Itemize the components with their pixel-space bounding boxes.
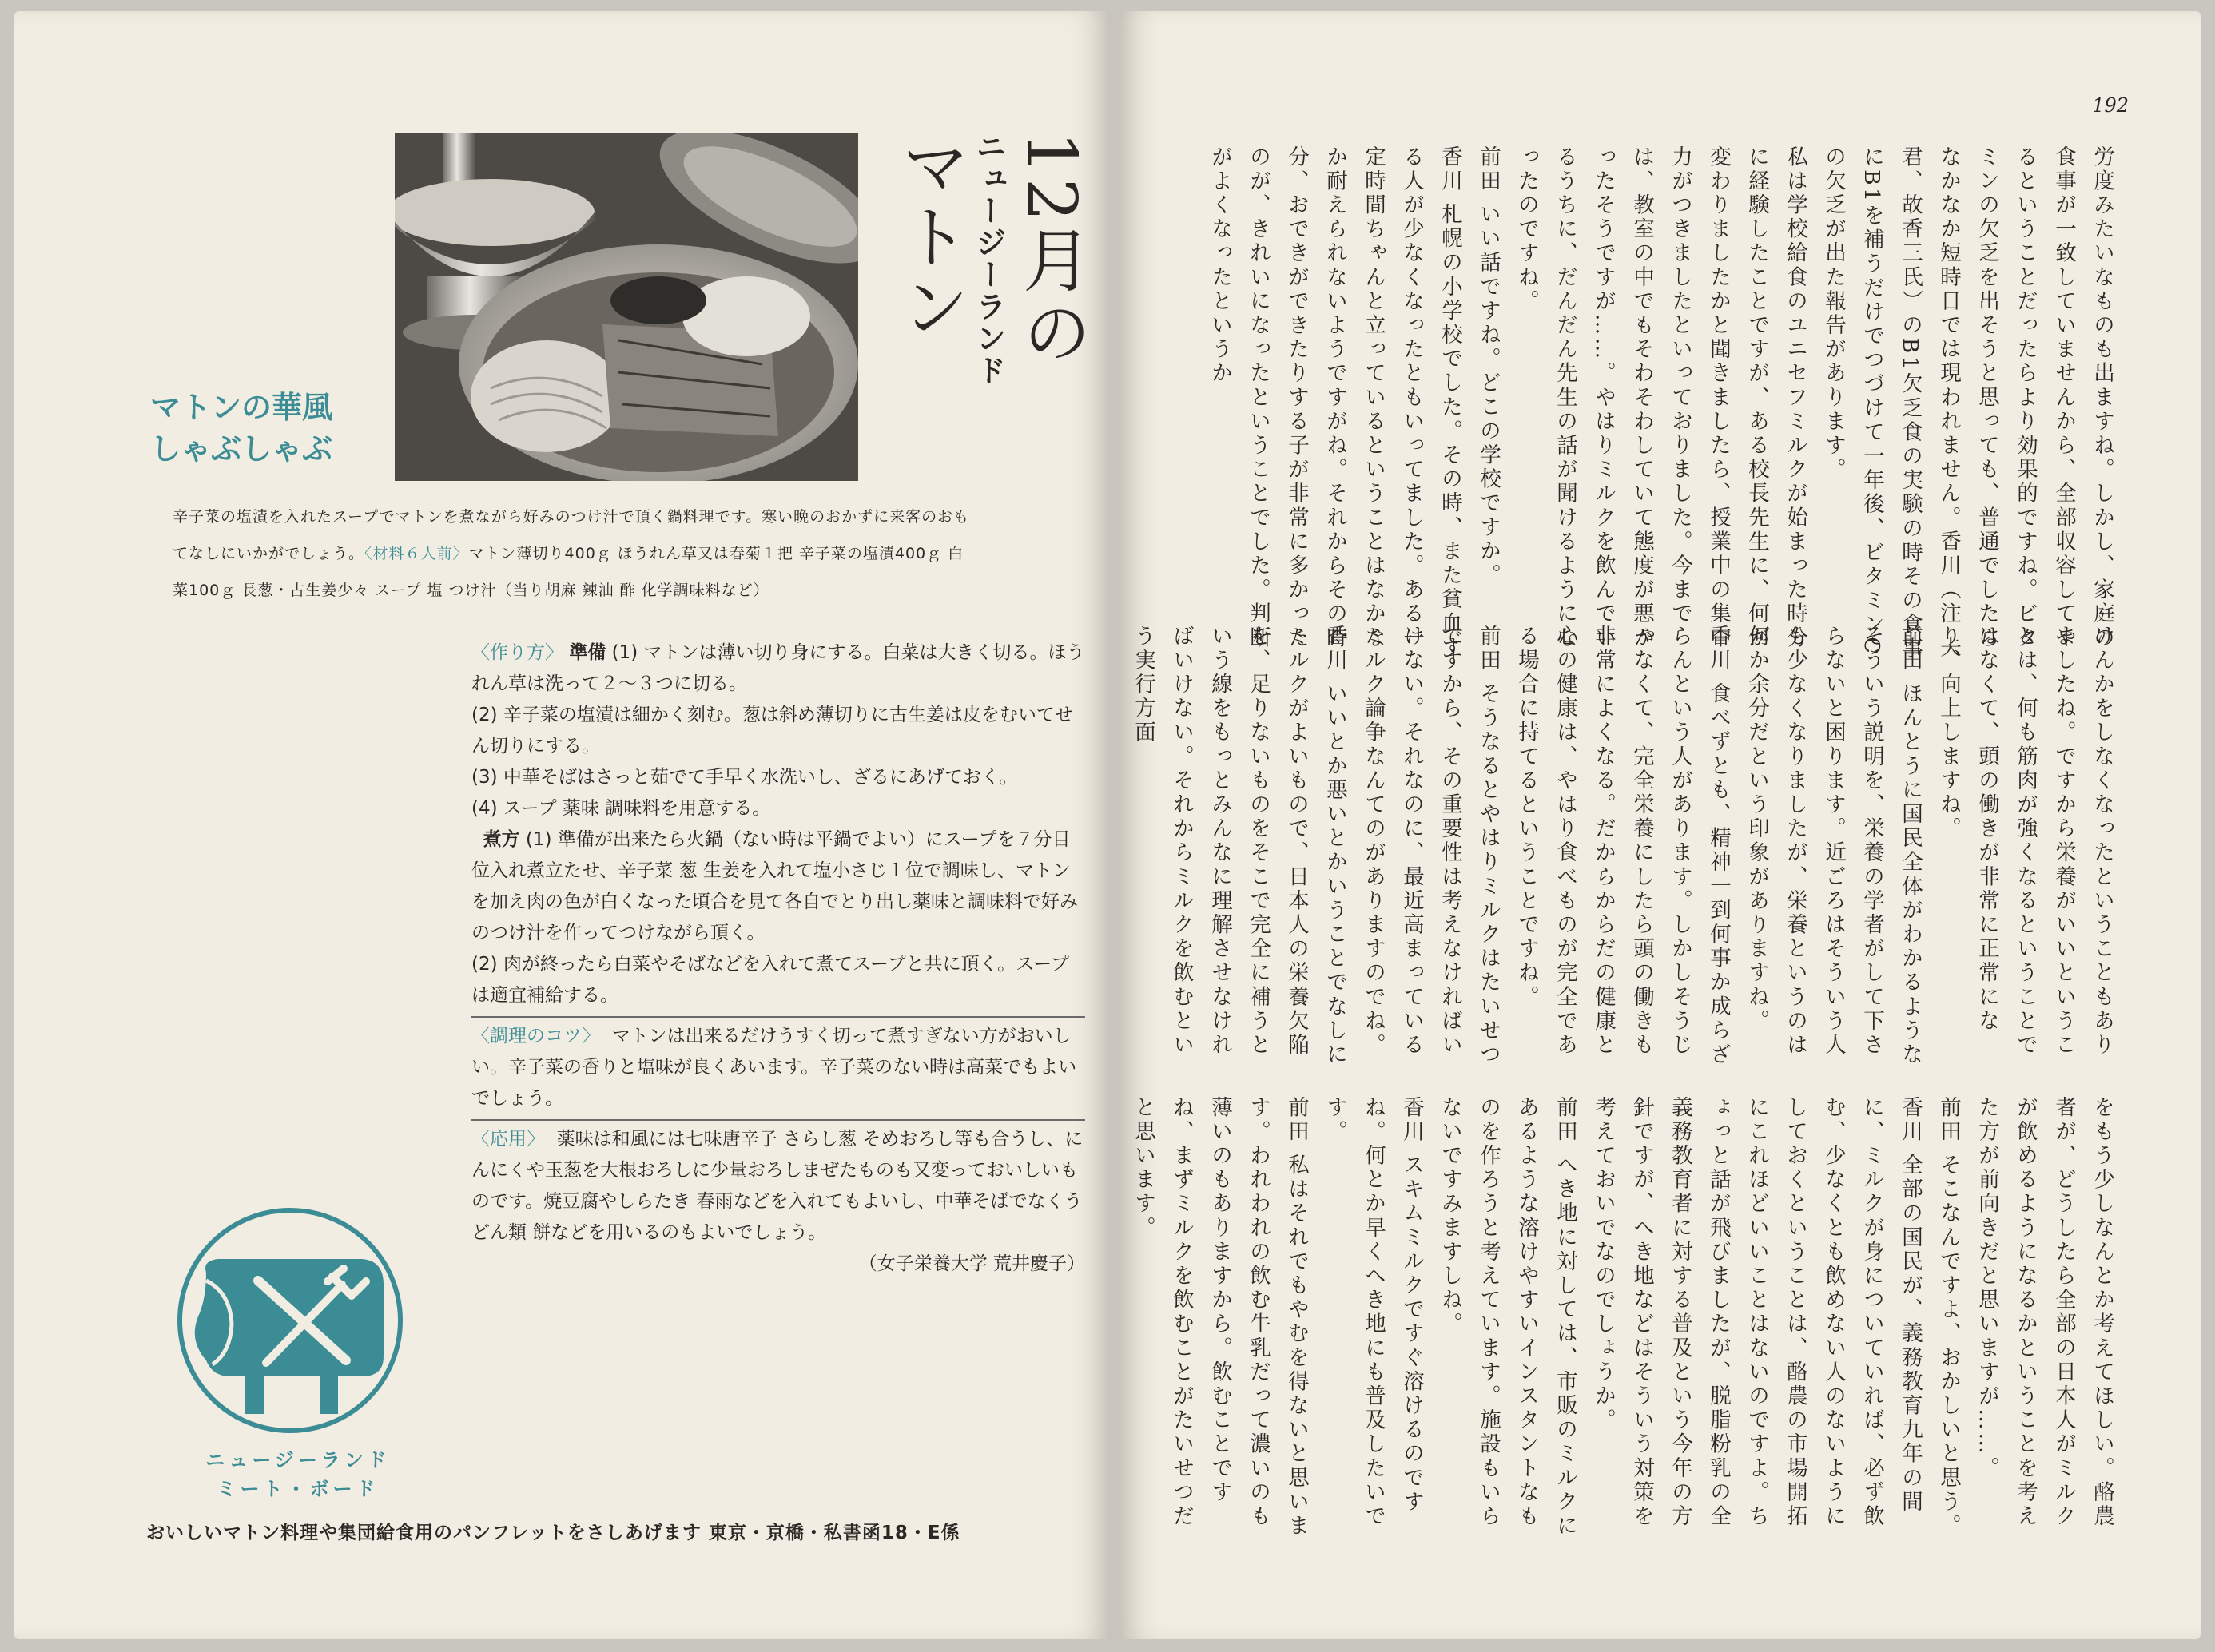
tips-label: 〈調理のコツ〉 bbox=[471, 1026, 600, 1046]
dialogue-paragraph: 前田 そこなんですよ、おかしいと思う。 bbox=[1936, 1096, 1961, 1539]
intro-line-text: てなしにいかがでしょう。 bbox=[173, 545, 365, 562]
dialogue-paragraph: 香川 いいとか悪いとかいうことでなしにミルクがよいもので、日本人の栄養欠陥を、足りないものをそこで完全に補うという線をもっとみんなに理解させなければいけない。それからミルクを飲むという実行方面 bbox=[1131, 625, 1347, 1067]
tips-section bbox=[471, 1021, 1085, 1114]
apply-section bbox=[471, 1124, 1085, 1249]
divider bbox=[471, 1119, 1085, 1121]
dialogue-paragraph: 香川 食べずとも、精神一到何事か成らざらんという人があります。しかしそうじゃなくて、完全栄養にしたら頭の働きも非常によくなる。だからからだの健康と心の健康は、やはり食べものが完全である場合に持てるということですね。 bbox=[1514, 625, 1731, 1067]
prep-step: (3) 中華そばはさっと茹でて手早く水洗いし、ざるにあげておく。 bbox=[471, 767, 1018, 788]
dish-title-line: しゃぶしゃぶ bbox=[150, 431, 333, 467]
article-title bbox=[873, 131, 1089, 435]
prep-step: (4) スープ 薬味 調味料を用意する。 bbox=[471, 798, 771, 819]
prep-label: 準備 bbox=[569, 642, 606, 663]
author-credit: （女子栄養大学 荒井慶子） bbox=[858, 1253, 1085, 1274]
dialogue-tier-3 bbox=[1130, 1096, 2121, 1543]
dialogue-paragraph: 前田 私はそれでもやむを得ないと思います。われわれの飲む牛乳だって濃いのも薄いのもありますから。飲むことですね、まずミルクを飲むことがたいせつだと思います。 bbox=[1131, 1096, 1309, 1539]
method-label: 〈作り方〉 bbox=[471, 642, 563, 663]
dialogue-tier-2 bbox=[1130, 625, 2121, 1072]
ingredients-label: 〈材料６人前〉 bbox=[364, 545, 469, 562]
recipe-body bbox=[471, 637, 1085, 1280]
hotpot-photo-image bbox=[395, 133, 858, 481]
prep-step: (2) 辛子菜の塩漬は細かく刻む。葱は斜め薄切りに古生姜は皮をむいてせん切りにする。 bbox=[471, 705, 1073, 757]
cook-step: (2) 肉が終ったら白菜やそばなどを入れて煮てスープと共に頂く。スープは適宜補給する。 bbox=[471, 954, 1069, 1006]
intro-line: 辛子菜の塩漬を入れたスープでマトンを煮ながら好みのつけ汁で頂く鍋料理です。寒い晩のおかずに来客のおも bbox=[173, 508, 970, 526]
prep-step: (1) マトンは薄い切り身にする。白菜は大きく切る。ほうれん草は洗って２〜３つに切る。 bbox=[471, 642, 1085, 694]
title-month: 12月の bbox=[1011, 131, 1091, 369]
dish-title bbox=[150, 387, 390, 470]
board-name-line: ニュージーランド bbox=[205, 1449, 391, 1471]
dish-title-line: マトンの華風 bbox=[150, 390, 333, 425]
apply-text: 薬味は和風には七味唐辛子 さらし葱 そめおろし等も合うし、にんにくや玉葱を大根おろしに少量おろしまぜたものも又変っておいしいものです。焼豆腐やしらたき 春雨などを入れてもよいし、中華そばでなくうどん類 餅などを用いるのもよいでしょう。 bbox=[471, 1129, 1084, 1243]
sheep-fork-knife-icon bbox=[174, 1205, 406, 1436]
ingredients-text: マトン薄切り400ｇ ほうれん草又は春菊１把 辛子菜の塩漬400ｇ 白 bbox=[468, 545, 964, 562]
dialogue-paragraph: けんかをしなくなったということもありましたね。ですから栄養がいいということは、何も筋肉が強くなるということではなくて、頭の働きが非常に正常になり、向上しますね。 bbox=[1936, 625, 2114, 1058]
title-subject: マトン bbox=[889, 131, 969, 342]
divider bbox=[471, 1016, 1085, 1018]
intro-line: 菜100ｇ 長葱・古生姜少々 スープ 塩 つけ汁（当り胡麻 辣油 酢 化学調味料など） bbox=[173, 582, 769, 599]
dialogue-paragraph: 前田 そうなるとやはりミルクはたいせつですから、その重要性は考えなければいけない。それなのに、最近高まっているミルク論争なんてのがありますのでね。 bbox=[1361, 625, 1501, 1067]
cook-heading bbox=[471, 824, 1085, 949]
pamphlet-offer: おいしいマトン料理や集団給食用のパンフレットをさしあげます 東京・京橋・私書函18・E係 bbox=[146, 1523, 960, 1543]
hotpot-photo bbox=[395, 133, 858, 481]
dialogue-paragraph: 労度みたいなものも出ますね。しかし、家庭の食事が一致していませんから、全部収容してやるということだったらより効果的ですね。ビタミンの欠乏を出そうと思っても、普通でしたらなかなか短時日では現われません。香川（注 夫君、故香三氏）のB1欠乏食の実験の時その食事にB1を補うだけでつづけて一年後、ビタミンCの欠乏が出た報告があります。 bbox=[1821, 145, 2114, 661]
dialogue-paragraph: 私は学校給食のユニセフミルクが始まった時分に経験したことですが、ある校長先生に、何が変わりましたかと聞きましたら、授業中の集中力がつきましたといっておりました。今までは、教室の中でもそわそわしていて態度が悪かったそうですが……。やはりミルクを飲んでいるうちに、だんだん先生の話が聞けるようになったのですね。 bbox=[1514, 145, 1807, 651]
meat-board-logo bbox=[174, 1205, 406, 1436]
dialogue-paragraph: 前田 いい話ですね。どこの学校ですか。 bbox=[1476, 145, 1501, 588]
cook-step: (1) 準備が出来たら火鍋（ない時は平鍋でよい）にスープを７分目位入れ煮立たせ、辛子菜 葱 生姜を入れて塩小さじ１位で調味し、マトンを加え肉の色が白くなった頃合を見て各自でとり出し薬味と調味料で好みのつけ汁を作ってつけながら頂く。 bbox=[471, 829, 1078, 943]
page-number: 192 bbox=[2092, 94, 2129, 117]
dialogue-tier-1 bbox=[1130, 145, 2121, 673]
meat-board-name bbox=[178, 1446, 418, 1503]
apply-label: 〈応用〉 bbox=[471, 1129, 545, 1150]
board-name-line: ミート・ボード bbox=[217, 1478, 380, 1500]
dialogue-paragraph: 香川 札幌の小学校でした。その時、また貧血する人が少なくなったともいってました。ある一定時間ちゃんと立っているということはなかなか耐えられないようですがね。それからその時分、おできができたりする子が非常に多かったのが、きれいになったということでした。判断がよくなったというか bbox=[1207, 145, 1462, 661]
right-page bbox=[1119, 11, 2201, 1639]
dialogue-paragraph: 香川 スキムミルクですぐ溶けるのですね。何とか早くへき地にも普及したいです。 bbox=[1322, 1096, 1424, 1529]
left-page bbox=[14, 11, 1111, 1639]
title-origin: ニュージーランド bbox=[971, 131, 1007, 387]
prep-heading bbox=[471, 637, 1085, 700]
intro-line bbox=[173, 535, 1084, 572]
dialogue-paragraph: をもう少しなんとか考えてほしい。酪農者が、どうしたら全部の日本人がミルクが飲めるようになるかということを考えた方が前向きだと思いますが……。 bbox=[1974, 1096, 2114, 1529]
recipe-intro bbox=[173, 498, 1084, 609]
dialogue-paragraph: 香川 全部の国民が、義務教育九年の間に、ミルクが身についていれば、必ず飲む、少なくとも飲めない人のないようにしておくということは、酪農の市場開拓にこれほどいいことはないのですよ。ちょっと話が飛びましたが、脱脂粉乳の全義務教育者に対する普及という今年の方針ですが、へき地などはそういう対策を考えておいでなのでしょうか。 bbox=[1591, 1096, 1923, 1529]
cook-label: 煮方 bbox=[483, 829, 520, 850]
tips-text: マトンは出来るだけうすく切って煮すぎない方がおいしい。辛子菜の香りと塩味が良くあいます。辛子菜のない時は高菜でもよいでしょう。 bbox=[471, 1026, 1077, 1109]
dialogue-paragraph: 前田 ほんとうに国民全体がわかるようなそういう説明を、栄養の学者がして下さらないと困ります。近ごろはそういう人も少なくなりましたが、栄養というのは何か余分だという印象がありますね。 bbox=[1744, 625, 1923, 1067]
dialogue-paragraph: 前田 へき地に対しては、市販のミルクにあるような溶けやすいインスタントなものを作ろうと考えています。施設もいらないですみますしね。 bbox=[1438, 1096, 1577, 1539]
